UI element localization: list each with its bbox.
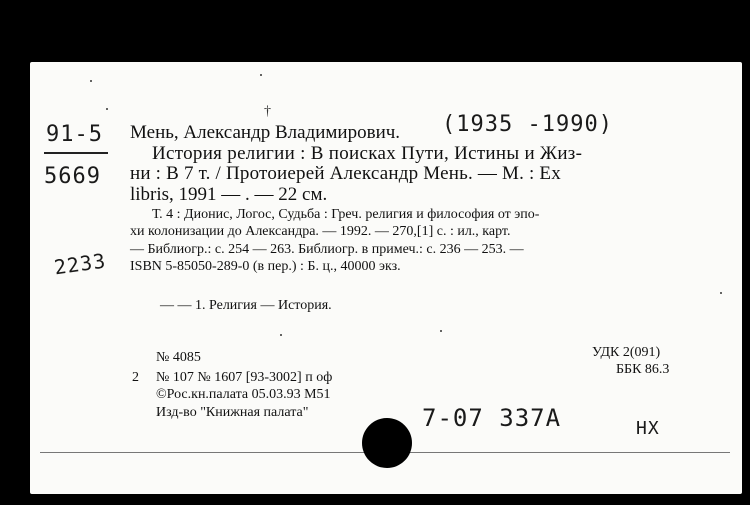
speck <box>90 80 92 82</box>
copyright-line: ©Рос.кн.палата 05.03.93 М51 <box>156 387 331 402</box>
speck <box>720 292 722 294</box>
subject-line: — — 1. Религия — История. <box>160 298 332 313</box>
speck <box>260 74 262 76</box>
speck <box>440 330 442 332</box>
number-line: № 4085 <box>156 350 201 365</box>
volume-line-1: Т. 4 : Дионис, Логос, Судьба : Греч. религия и философия от эпо- <box>152 207 540 222</box>
title-line-3: libris, 1991 — . — 22 см. <box>130 184 328 205</box>
side-note: 2233 <box>52 248 108 280</box>
handwritten-bottom-2: НХ <box>636 418 660 439</box>
punched-hole <box>362 418 412 468</box>
publisher-line: Изд-во "Книжная палата" <box>156 405 309 420</box>
order-line: № 107 № 1607 [93-3002] п оф <box>156 370 333 385</box>
volume-line-3: — Библиогр.: с. 254 — 263. Библиогр. в примеч.: с. 236 — 253. — <box>130 242 524 257</box>
call-number-top: 91-5 <box>46 122 103 147</box>
call-number-bottom: 5669 <box>44 164 101 189</box>
speck <box>280 334 282 336</box>
volume-line-2: хи колонизации до Александра. — 1992. — 270,[1] с. : ил., карт. <box>130 224 511 239</box>
author-dates: (1935 -1990) <box>442 112 613 137</box>
volume-line-4: ISBN 5-85050-289-0 (в пер.) : Б. ц., 40000 экз. <box>130 259 401 274</box>
title-line-1: История религии : В поисках Пути, Истины и Жиз- <box>152 143 583 164</box>
speck <box>106 108 108 110</box>
author-name: Мень, Александр Владимирович. <box>130 122 401 143</box>
copy-count: 2 <box>132 370 139 385</box>
udk-index: УДК 2(091) <box>592 345 661 360</box>
call-number-divider <box>44 152 108 154</box>
title-line-2: ни : В 7 т. / Протоиерей Александр Мень. — М. : Ex <box>130 163 561 184</box>
pin-mark: † <box>264 104 271 119</box>
bbk-index: ББК 86.3 <box>616 362 670 377</box>
handwritten-bottom-1: 7-07 337А <box>422 404 562 432</box>
author-line <box>130 122 400 144</box>
